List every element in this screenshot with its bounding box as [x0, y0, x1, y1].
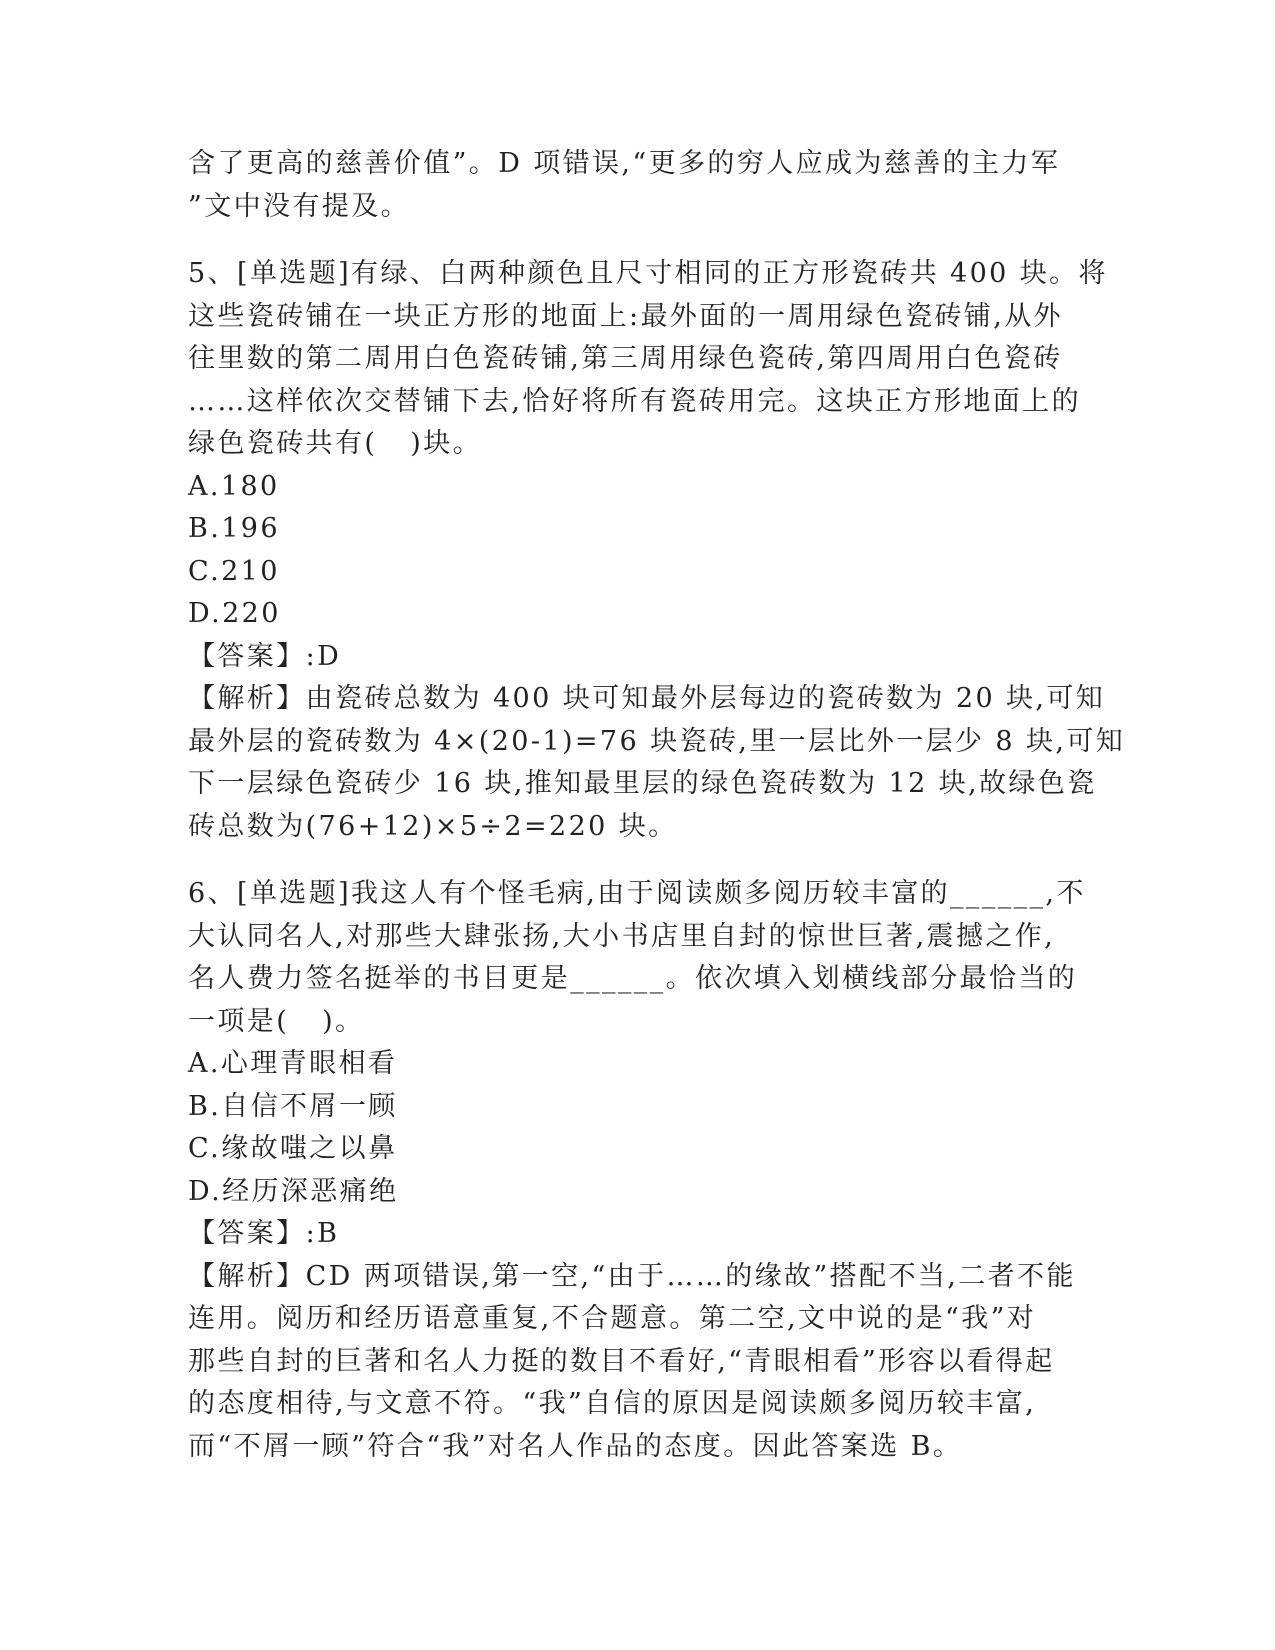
question-5: [188, 253, 1126, 848]
option-a: A.心理青眼相看: [188, 1048, 398, 1079]
stem-line: 这些瓷砖铺在一块正方形的地面上:最外面的一周用绿色瓷砖铺,从外: [188, 300, 1064, 332]
option-c: C.缘故嗤之以鼻: [188, 1133, 398, 1164]
option-d: D.经历深恶痛绝: [188, 1175, 399, 1207]
question-5-stem: [188, 253, 1108, 466]
option-d: D.220: [188, 598, 281, 629]
spacer: [188, 848, 1088, 873]
stem-line: ……这样依次交替铺下去,恰好将所有瓷砖用完。这块正方形地面上的: [188, 385, 1081, 417]
analysis-line: 的态度相待,与文意不符。“我”自信的原因是阅读颇多阅历较丰富,: [188, 1388, 1037, 1419]
option-b: B.自信不屑一顾: [188, 1090, 398, 1122]
stem-line: 大认同名人,对那些大肆张扬,大小书店里自封的惊世巨著,震撼之作,: [188, 920, 1056, 952]
intro-line: ”文中没有提及。: [188, 190, 411, 222]
stem-line: 绿色瓷砖共有( )块。: [188, 428, 483, 459]
question-6-stem: [188, 873, 1088, 1043]
option-a: A.180: [188, 470, 280, 502]
analysis-line: 连用。阅历和经历语意重复,不合题意。第二空,文中说的是“我”对: [188, 1303, 1037, 1334]
option-b: B.196: [188, 513, 280, 544]
analysis-line: 最外层的瓷砖数为 4×(20-1)=76 块瓷砖,里一层比外一层少 8 块,可知: [188, 725, 1126, 757]
analysis-line: 下一层绿色瓷砖少 16 块,推知最里层的绿色瓷砖数为 12 块,故绿色瓷: [188, 768, 1097, 799]
stem-line: 5、[单选题]有绿、白两种颜色且尺寸相同的正方形瓷砖共 400 块。将: [188, 258, 1108, 289]
question-5-options: [188, 466, 1088, 636]
question-6: [188, 873, 1088, 1468]
option-c: C.210: [188, 555, 280, 587]
document-page: [188, 143, 1126, 1468]
question-5-analysis: [188, 678, 1126, 848]
stem-line: 往里数的第二周用白色瓷砖铺,第三周用绿色瓷砖,第四周用白色瓷砖: [188, 343, 1063, 374]
spacer: [188, 228, 1088, 253]
stem-line: 一项是( )。: [188, 1005, 365, 1037]
intro-paragraph: [188, 143, 1088, 228]
analysis-line: 那些自封的巨著和名人力挺的数目不看好,“青眼相看”形容以看得起: [188, 1345, 1055, 1377]
analysis-line: 而“不屑一顾”符合“我”对名人作品的态度。因此答案选 B。: [188, 1430, 963, 1462]
analysis-line: 砖总数为(76+12)×5÷2=220 块。: [188, 810, 678, 842]
question-6-analysis: [188, 1256, 1088, 1469]
analysis-line: 【解析】CD 两项错误,第一空,“由于……的缘故”搭配不当,二者不能: [188, 1260, 1076, 1292]
analysis-line: 【解析】由瓷砖总数为 400 块可知最外层每边的瓷砖数为 20 块,可知: [188, 683, 1106, 714]
question-5-answer: 【答案】:D: [188, 640, 342, 672]
stem-line: 6、[单选题]我这人有个怪毛病,由于阅读颇多阅历较丰富的______,不: [188, 878, 1086, 909]
question-6-answer: 【答案】:B: [188, 1218, 340, 1249]
question-6-options: [188, 1043, 1088, 1213]
stem-line: 名人费力签名挺举的书目更是______。依次填入划横线部分最恰当的: [188, 963, 1078, 994]
intro-line: 含了更高的慈善价值”。D 项错误,“更多的穷人应成为慈善的主力军: [188, 148, 1061, 179]
